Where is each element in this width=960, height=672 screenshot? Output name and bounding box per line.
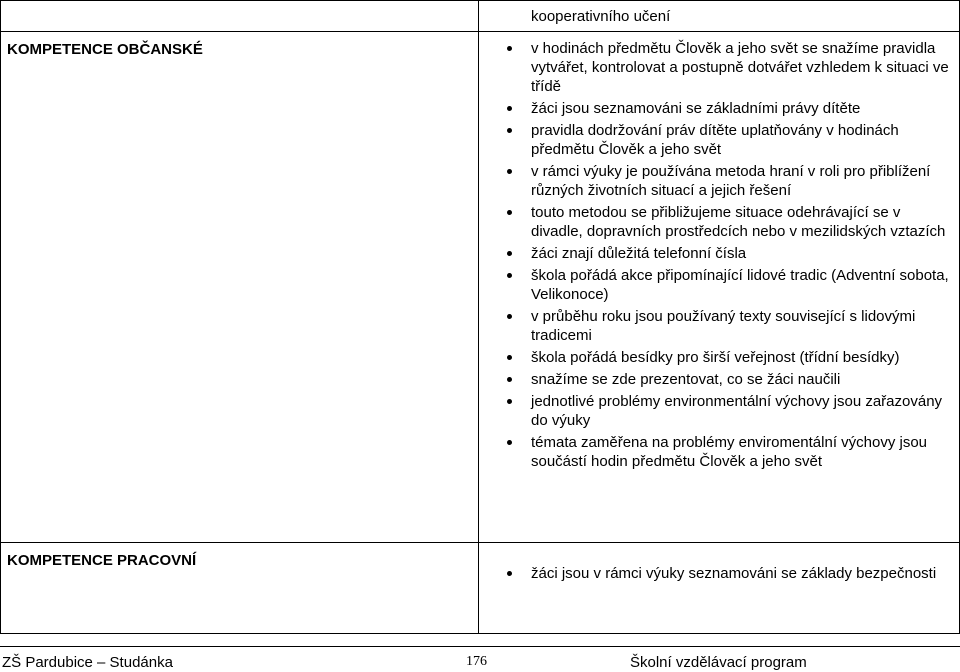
list-item: žáci jsou seznamováni se základními právy dítěte xyxy=(479,99,951,118)
bullet-list xyxy=(479,39,951,471)
row-content xyxy=(479,1,959,31)
list-item: témata zaměřena na problémy enviromentální výchovy jsou součástí hodin předmětu Člověk a jeho svět xyxy=(479,433,951,471)
page-number: 176 xyxy=(466,654,487,669)
row-label xyxy=(1,1,479,31)
row-content xyxy=(479,543,959,633)
list-item: žáci znají důležitá telefonní čísla xyxy=(479,244,951,263)
list-item: v průběhu roku jsou používaný texty související s lidovými tradicemi xyxy=(479,307,951,345)
list-item: snažíme se zde prezentovat, co se žáci naučili xyxy=(479,370,951,389)
list-item: v rámci výuky je používána metoda hraní v roli pro přiblížení různých životních situací a jejich řešení xyxy=(479,162,951,200)
list-item: pravidla dodržování práv dítěte uplatňovány v hodinách předmětu Člověk a jeho svět xyxy=(479,121,951,159)
table-row xyxy=(0,31,960,542)
table-row xyxy=(0,0,960,31)
table-row xyxy=(0,542,960,634)
bullet-list xyxy=(479,564,951,583)
row-label: KOMPETENCE PRACOVNÍ xyxy=(1,543,479,633)
plain-text-line: kooperativního učení xyxy=(531,8,671,25)
list-item: jednotlivé problémy environmentální výchovy jsou zařazovány do výuky xyxy=(479,392,951,430)
footer-school-name: ZŠ Pardubice – Studánka xyxy=(2,654,173,671)
list-item: v hodinách předmětu Člověk a jeho svět se snažíme pravidla vytvářet, kontrolovat a postupně dotvářet vzhledem k situaci ve třídě xyxy=(479,39,951,96)
list-item: škola pořádá besídky pro širší veřejnost (třídní besídky) xyxy=(479,348,951,367)
list-item: škola pořádá akce připomínající lidové tradic (Adventní sobota, Velikonoce) xyxy=(479,266,951,304)
row-content xyxy=(479,32,959,542)
list-item: touto metodou se přibližujeme situace odehrávající se v divadle, dopravních prostředcích nebo v mezilidských vztazích xyxy=(479,203,951,241)
list-item: žáci jsou v rámci výuky seznamováni se základy bezpečnosti xyxy=(479,564,951,583)
row-label: KOMPETENCE OBČANSKÉ xyxy=(1,32,479,542)
footer-program-title: Školní vzdělávací program xyxy=(630,654,807,671)
page-footer xyxy=(0,646,960,672)
